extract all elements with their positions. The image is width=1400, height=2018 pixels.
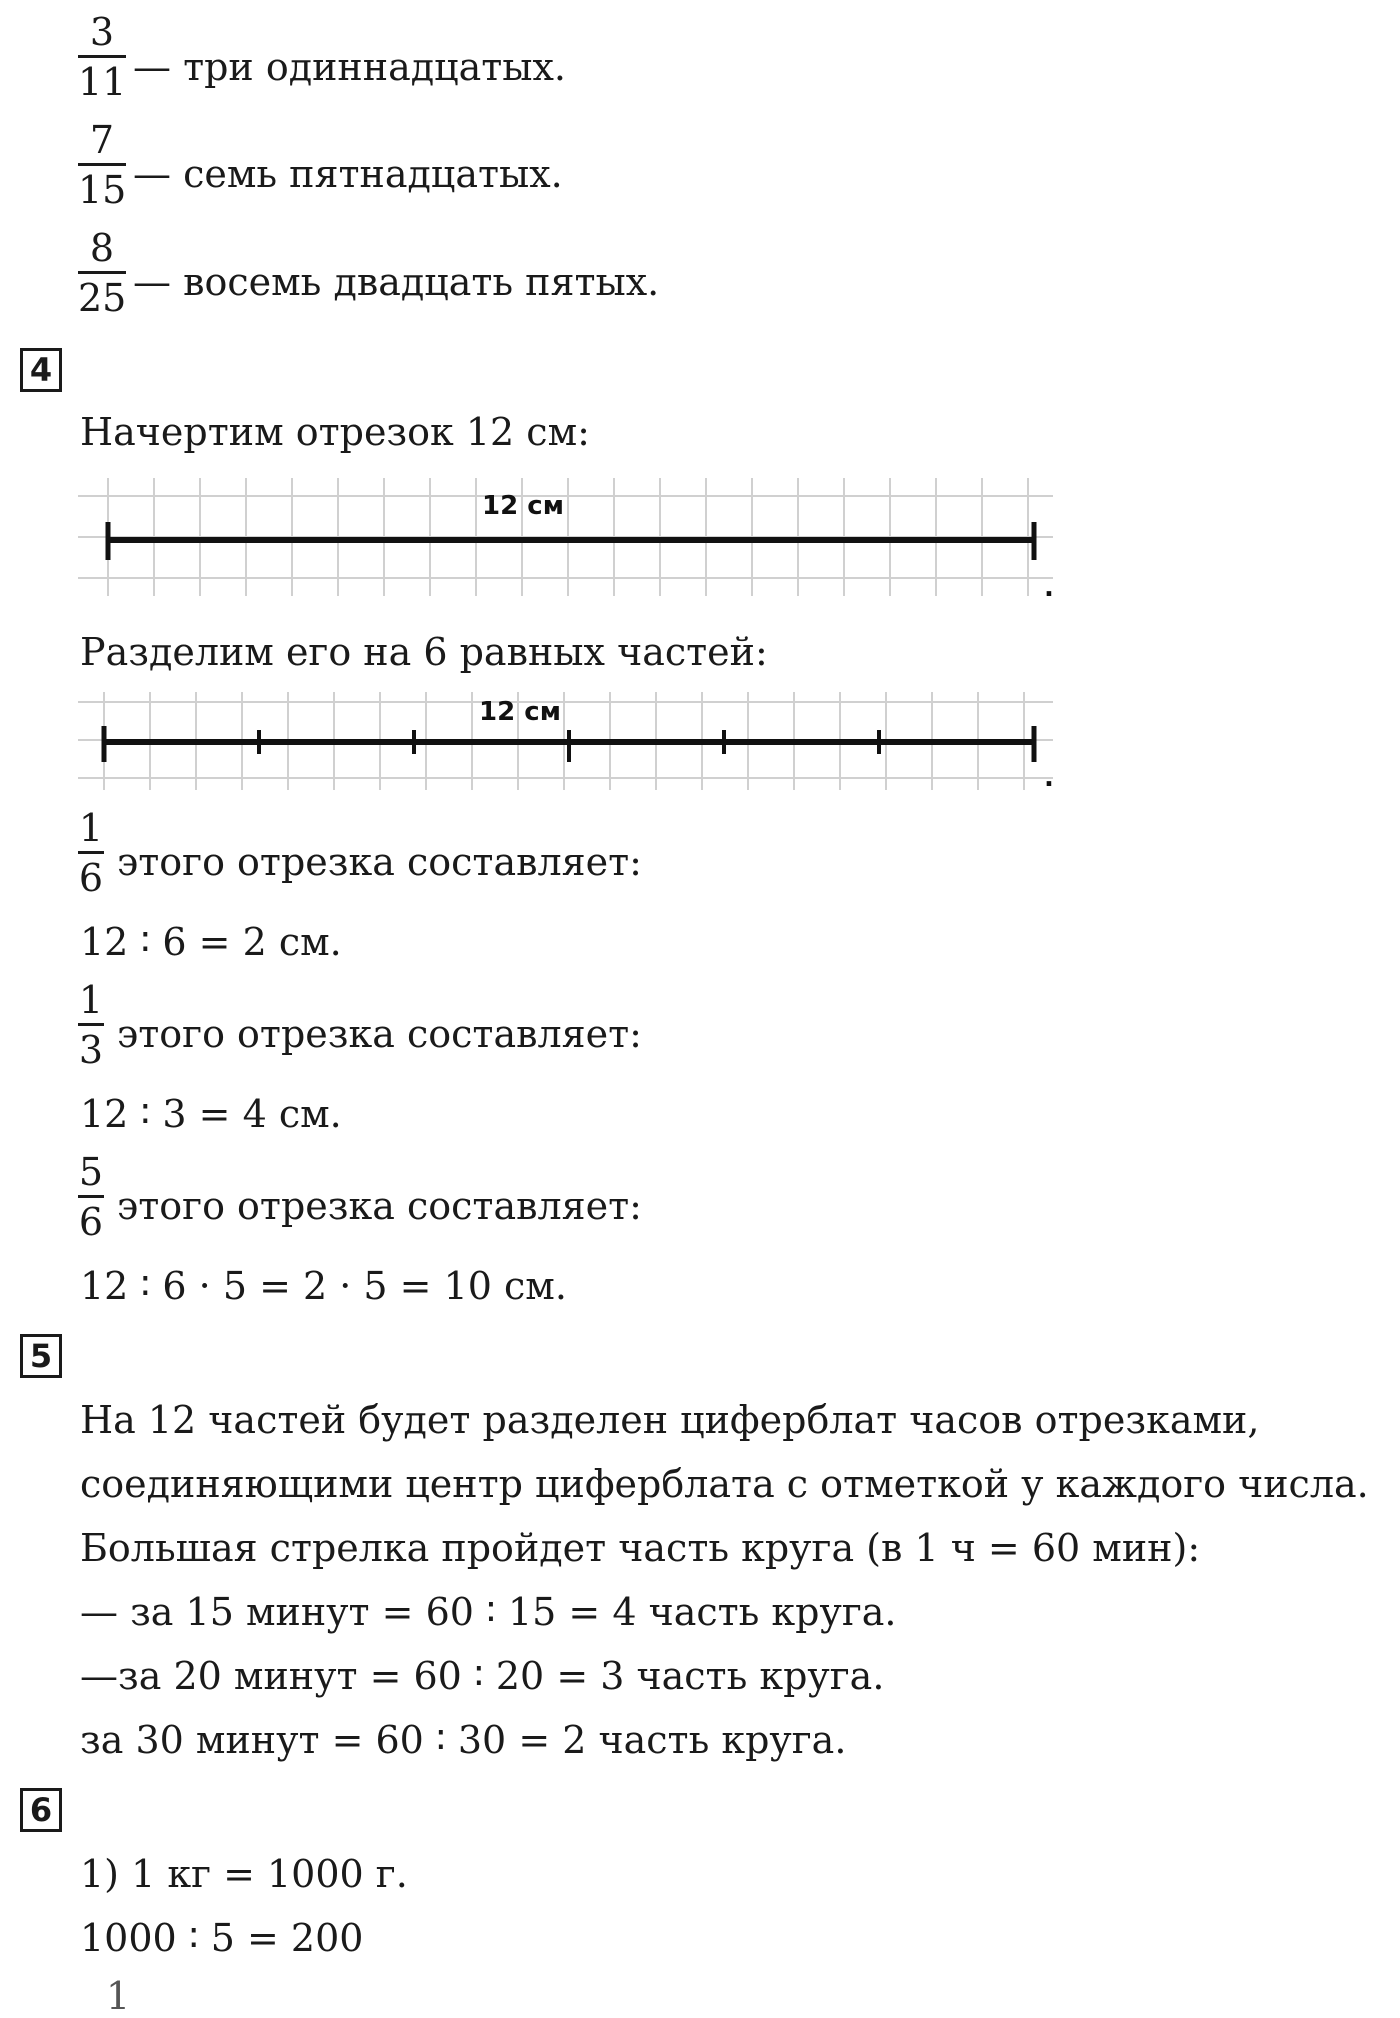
fraction-bar <box>78 851 104 854</box>
fraction-bar <box>78 163 126 166</box>
segment-12cm-diagram <box>78 470 1068 610</box>
fraction-3-11 <box>78 12 126 102</box>
part-text: этого отрезка составляет: <box>117 840 642 884</box>
denominator: 11 <box>78 60 127 104</box>
fraction-bar <box>78 1023 104 1026</box>
numerator: 3 <box>89 10 115 54</box>
task-5-number: 5 <box>20 1334 62 1378</box>
part-text: этого отрезка составляет: <box>117 1012 642 1056</box>
fraction-1-6 <box>78 808 104 898</box>
segment-label: 12 см <box>482 491 564 521</box>
denominator: 15 <box>78 168 127 212</box>
numerator: 1 <box>78 806 104 850</box>
task-4-intro: Начертим отрезок 12 см: <box>80 410 590 454</box>
part-calc: 12 ∶ 6 · 5 = 2 · 5 = 10 см. <box>80 1264 567 1308</box>
fraction-words-text: — семь пятнадцатых. <box>133 152 563 196</box>
task-5-line: за 30 минут = 60 ∶ 30 = 2 часть круга. <box>80 1718 847 1762</box>
fraction-1-3 <box>78 980 104 1070</box>
fraction-8-25 <box>78 228 126 318</box>
part-text: этого отрезка составляет: <box>117 1184 642 1228</box>
fraction-bar <box>78 1195 104 1198</box>
denominator: 6 <box>78 856 104 900</box>
task-6-line: 1) 1 кг = 1000 г. <box>80 1852 408 1896</box>
task-5-line: Большая стрелка пройдет часть круга (в 1 ч = 60 мин): <box>80 1526 1201 1570</box>
fraction-bar <box>78 55 126 58</box>
task-5-line: — за 15 минут = 60 ∶ 15 = 4 часть круга. <box>80 1590 897 1634</box>
denominator: 6 <box>78 1200 104 1244</box>
task-6-line: 1000 ∶ 5 = 200 <box>80 1916 364 1960</box>
numerator: 8 <box>89 226 115 270</box>
divided-segment-diagram <box>78 690 1068 800</box>
task-4-divide-text: Разделим его на 6 равных частей: <box>80 630 768 674</box>
fraction-words-text: — три одиннадцатых. <box>133 45 567 89</box>
numerator: 1 <box>78 978 104 1022</box>
fraction-words-text: — восемь двадцать пятых. <box>133 260 660 304</box>
fraction-5-6 <box>78 1152 104 1242</box>
fraction-7-15 <box>78 120 126 210</box>
period-mark: . <box>1044 573 1054 603</box>
task-5-line: соединяющими центр циферблата с отметкой у каждого числа. <box>80 1462 1369 1506</box>
fraction-bar <box>78 271 126 274</box>
segment-label: 12 см <box>479 697 561 727</box>
period-mark: . <box>1044 763 1054 793</box>
denominator: 25 <box>78 276 127 320</box>
denominator: 3 <box>78 1028 104 1072</box>
part-calc: 12 ∶ 3 = 4 см. <box>80 1092 342 1136</box>
numerator: 5 <box>78 1150 104 1194</box>
part-calc: 12 ∶ 6 = 2 см. <box>80 920 342 964</box>
task-6-number: 6 <box>20 1788 62 1832</box>
task-4-number: 4 <box>20 348 62 392</box>
task-5-line: —за 20 минут = 60 ∶ 20 = 3 часть круга. <box>80 1654 885 1698</box>
task-5-line: На 12 частей будет разделен циферблат часов отрезками, <box>80 1398 1260 1442</box>
task-6-partial-numerator: 1 <box>106 1974 131 2018</box>
numerator: 7 <box>89 118 115 162</box>
